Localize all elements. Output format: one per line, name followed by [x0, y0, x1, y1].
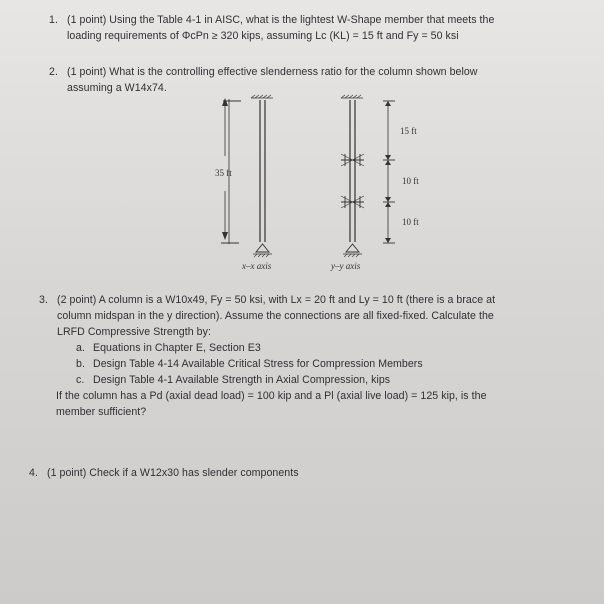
question-2-line-1: (1 point) What is the controlling effective slenderness ratio for the column shown below: [67, 66, 478, 78]
column-diagram: [205, 94, 425, 284]
y-axis-column: [341, 95, 395, 257]
question-4-line-1: (1 point) Check if a W12x30 has slender components: [47, 467, 299, 479]
question-2-line-2: assuming a W14x74.: [67, 82, 167, 94]
question-1-number: 1.: [49, 14, 58, 26]
y-axis-caption: y–y axis: [331, 261, 361, 271]
question-3-line-1: (2 point) A column is a W10x49, Fy = 50 ksi, with Lx = 20 ft and Ly = 10 ft (there is a brace at: [57, 294, 496, 306]
subitem-b-text: Design Table 4-14 Available Critical Stress for Compression Members: [93, 358, 423, 370]
subitem-a-letter: a.: [76, 342, 85, 354]
y-bot-label: 10 ft: [402, 217, 419, 227]
question-3-followup-line-1: If the column has a Pd (axial dead load) = 100 kip and a Pl (axial live load) = 125 kip, is the: [56, 390, 487, 402]
x-height-label: 35 ft: [215, 168, 232, 178]
x-axis-caption: x–x axis: [242, 261, 272, 271]
subitem-c-letter: c.: [76, 374, 85, 386]
column-diagram-svg: [205, 94, 425, 284]
question-4-number: 4.: [29, 467, 38, 479]
question-3-line-2: column midspan in the y direction). Assume the connections are all fixed-fixed. Calculate the: [57, 310, 494, 322]
y-top-label: 15 ft: [400, 126, 417, 136]
question-3-line-3: LRFD Compressive Strength by:: [57, 326, 211, 338]
question-1-line-2: loading requirements of ΦcPn ≥ 320 kips, assuming Lc (KL) = 15 ft and Fy = 50 ksi: [67, 30, 459, 42]
subitem-c-text: Design Table 4-1 Available Strength in Axial Compression, kips: [93, 374, 391, 386]
question-2-number: 2.: [49, 66, 58, 78]
subitem-b-letter: b.: [76, 358, 85, 370]
question-1-line-1: (1 point) Using the Table 4-1 in AISC, what is the lightest W-Shape member that meets the: [67, 14, 495, 26]
y-mid-label: 10 ft: [402, 176, 419, 186]
question-3-followup-line-2: member sufficient?: [56, 406, 147, 418]
subitem-a-text: Equations in Chapter E, Section E3: [93, 342, 261, 354]
question-3-number: 3.: [39, 294, 48, 306]
